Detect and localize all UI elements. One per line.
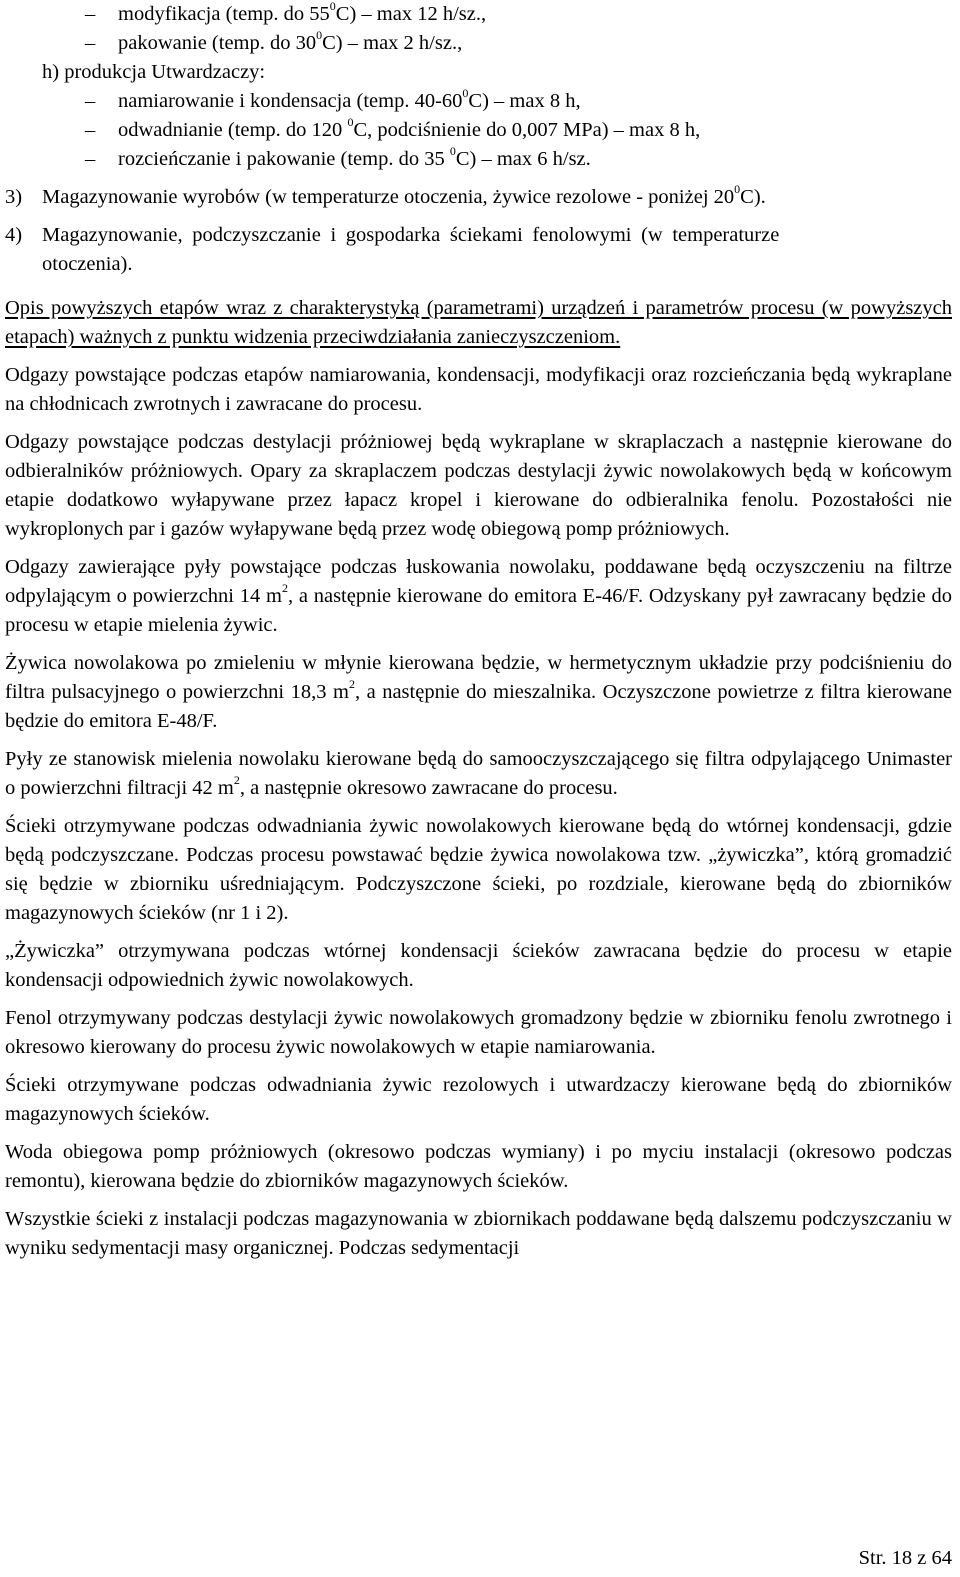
dash-bullet: – (85, 3, 96, 25)
list-item: – pakowanie (temp. do $30^0C$) – max 2 h/sz., (5, 29, 952, 58)
numbered-item-4: 4) Magazynowanie, podczyszczanie i gospodarka ściekami fenolowymi (w temperaturze otoczenia). (5, 224, 780, 275)
dash-bullet: – (85, 148, 96, 170)
h-dash-list (5, 87, 952, 174)
paragraph: Woda obiegowa pomp próżniowych (okresowo podczas wymiany) i po myciu instalacji (okresowo podczas remontu), kierowana będzie do zbiorników magazynowych ścieków. (5, 1141, 952, 1192)
list-item: – odwadnianie (temp. do 120 $^0$C, podciśnienie do 0,007 MPa) – max 8 h, (5, 116, 952, 145)
dash-bullet: – (85, 32, 96, 54)
paragraph: Wszystkie ścieki z instalacji podczas magazynowania w zbiornikach poddawane będą dalszemu podczyszczaniu w wyniku sedymentacji masy organicznej. Podczas sedymentacji (5, 1208, 952, 1259)
document-page (5, 0, 952, 1263)
dash-bullet: – (85, 119, 96, 141)
paragraph: Pyły ze stanowisk mielenia nowolaku kierowane będą do samooczyszczającego się filtra odpylającego Unimaster o powierzchni filtracji 42 $m^2$, a następnie okresowo zawracane do procesu. (5, 748, 952, 799)
list-item: – modyfikacja (temp. do $55^0C$) – max 12 h/sz., (5, 0, 952, 29)
dash-bullet: – (85, 90, 96, 112)
paragraph: Ścieki otrzymywane podczas odwadniania żywic nowolakowych kierowane będą do wtórnej kondensacji, gdzie będą podczyszczane. Podczas procesu powstawać będzie żywica nowolakowa tzw. „żywiczka”, którą gromadzić się będzie w zbiorniku uśredniającym. Podczyszczone ścieki, po rozdziale, kierowane będą do zbiorników magazynowych ścieków (nr 1 i 2). (5, 815, 952, 924)
paragraph: Żywica nowolakowa po zmieleniu w młynie kierowana będzie, w hermetycznym układzie przy podciśnieniu do filtra pulsacyjnego o powierzchni 18,3 $m^2$, a następnie do mieszalnika. Oczyszczone powietrze z filtra kierowane będzie do emitora E-48/F. (5, 652, 952, 732)
top-dash-list (5, 0, 952, 58)
page-number-footer: Str. 18 z 64 (858, 1547, 952, 1569)
paragraph: Odgazy powstające podczas etapów namiarowania, kondensacji, modyfikacji oraz rozcieńczania będą wykraplane na chłodnicach zwrotnych i zawracane do procesu. (5, 364, 952, 415)
paragraph-opis: Opis powyższych etapów wraz z charakterystyką (parametrami) urządzeń i parametrów procesu (w powyższych etapach) ważnych z punktu widzenia przeciwdziałania zanieczyszczeniom. (5, 297, 952, 348)
paragraph: Fenol otrzymywany podczas destylacji żywic nowolakowych gromadzony będzie w zbiorniku fenolu zwrotnego i okresowo kierowany do procesu żywic nowolakowych w etapie namiarowania. (5, 1007, 952, 1058)
list-item: – rozcieńczanie i pakowanie (temp. do 35 $^0$C) – max 6 h/sz. (5, 145, 952, 174)
paragraph: Odgazy powstające podczas destylacji próżniowej będą wykraplane w skraplaczach a następnie kierowane do odbieralników próżniowych. Opary za skraplaczem podczas destylacji żywic nowolakowych będą w końcowym etapie dodatkowo wyłapywane przez łapacz kropel i kierowane do odbieralnika fenolu. Pozostałości nie wykroplonych par i gazów wyłapywane będą przez wodę obiegową pomp próżniowych. (5, 431, 952, 540)
numbered-item-3: 3) Magazynowanie wyrobów (w temperaturze otoczenia, żywice rezolowe - poniżej $20^0C$). (5, 182, 766, 208)
paragraph: Odgazy zawierające pyły powstające podczas łuskowania nowolaku, poddawane będą oczyszczeniu na filtrze odpylającym o powierzchni 14 $m^2$, a następnie kierowane do emitora E-46/F. Odzyskany pył zawracany będzie do procesu w etapie mielenia żywic. (5, 556, 952, 636)
paragraph: „Żywiczka” otrzymywana podczas wtórnej kondensacji ścieków zawracana będzie do procesu w etapie kondensacji odpowiednich żywic nowolakowych. (5, 940, 952, 991)
list-item: – namiarowanie i kondensacja (temp. $40-60^0C$) – max 8 h, (5, 87, 952, 116)
paragraph: Ścieki otrzymywane podczas odwadniania żywic rezolowych i utwardzaczy kierowane będą do zbiorników magazynowych ścieków. (5, 1074, 952, 1125)
section-h-heading: h) produkcja Utwardzaczy: (42, 61, 266, 83)
